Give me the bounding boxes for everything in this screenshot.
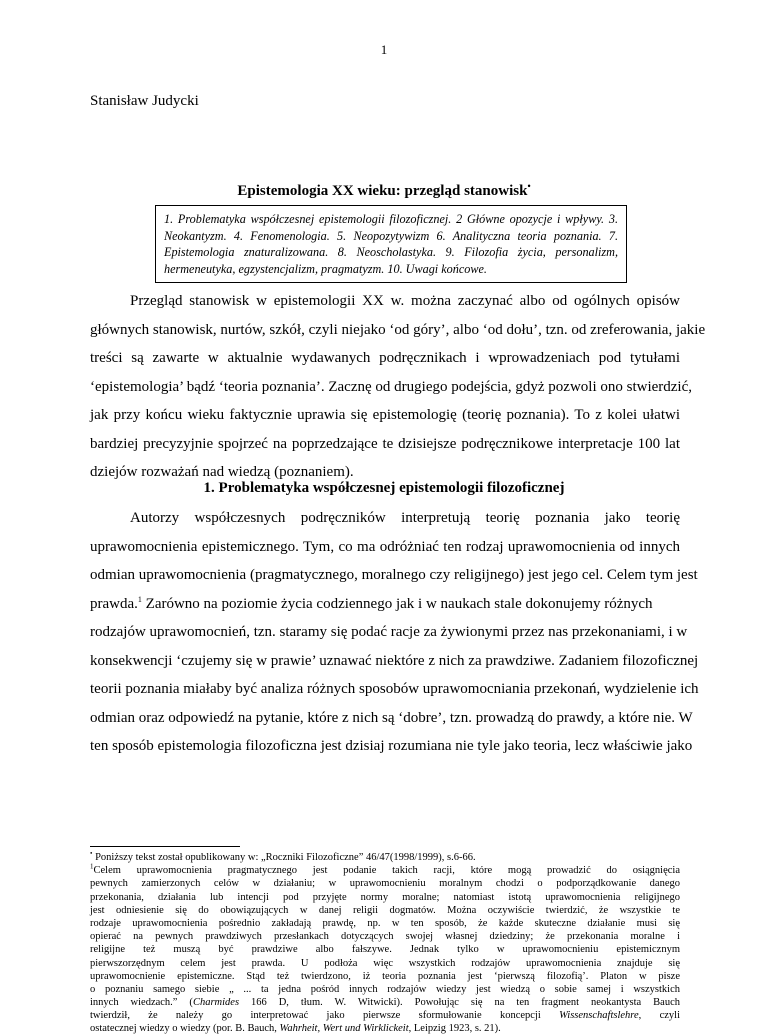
fn-text: twierdził, że należy go interpretować jako pierwsze sformułowanie koncepcji xyxy=(90,1010,560,1022)
footnote-1-line xyxy=(90,864,680,877)
section-1-paragraph xyxy=(90,504,699,761)
footnote-1-line xyxy=(90,996,680,1009)
document-title xyxy=(0,181,768,200)
section-line: rodzajów uprawomocnień, tzn. staramy się podać racje za żywionymi przez nas przekonaniami, i w xyxy=(90,624,688,640)
toc-line: 1. Problematyka współczesnej epistemologii filozoficznej. 2 Główne opozycje i xyxy=(164,212,561,226)
fn-text: innych wiedzach.” ( xyxy=(90,997,193,1009)
toc-line: Uwagi końcowe. xyxy=(405,261,487,276)
toc-line: teoria poznania. 7. Epistemologia znaturalizowana. 8. Neoscholastyka. 9. xyxy=(164,228,618,259)
section-line-prawda: prawda. xyxy=(90,595,138,612)
title-footnote-mark: • xyxy=(527,181,531,191)
footnote-0-text: Poniższy tekst został opublikowany w: „Roczniki Filozoficzne” 46/47(1998/1999), s.6-66. xyxy=(95,852,476,863)
footnote-1-line: opierać na pewnych prawdziwych przesłankach dotyczących swojej własnej dziedziny; że przekonania moralne i xyxy=(90,931,680,943)
footnote-1-line: rodzaje uprawomocnienia pośrednio zakładają prawdę, np. w ten sposób, że każde skuteczne działanie musi się xyxy=(90,917,680,929)
section-line-continuation: Zarówno na poziomie życia codziennego jak i w naukach stale dokonujemy różnych xyxy=(145,595,653,612)
intro-line: ‘epistemologia’ bądź ‘teoria poznania’. Zacznę od drugiego podejścia, gdyż pozwoli ono stwierdzić, xyxy=(90,378,692,395)
section-line: Autorzy współczesnych podręczników interpretują teorię poznania jako teorię xyxy=(130,510,680,526)
section-line: ten sposób epistemologia filozoficzna jest dzisiaj rozumiana nie tyle jako teoria, lecz właściwie jako xyxy=(90,738,693,754)
toc-line: Filozofia życia, personalizm, hermeneutyka, egzystencjalizm, pragmatyzm. 10. xyxy=(164,245,618,276)
fn-italic-title: Charmides xyxy=(192,997,240,1009)
footnote-1-line xyxy=(90,1009,680,1022)
table-of-contents-box xyxy=(155,205,627,283)
section-line: konsekwencji ‘czujemy się w prawie’ uznawać niektóre z nich za prawdziwe. Zadaniem filozoficznej xyxy=(90,652,699,669)
fn-text: ostatecznej wiedzy o wiedzy (por. B. Bauch, xyxy=(90,1023,280,1035)
footnote-1-line: o poznaniu samego siebie „ ... ta jedna pośród innych rodzajów wiedzy jest wiedzą o sobie samej i wszystkich xyxy=(90,983,680,995)
footnote-0 xyxy=(90,851,680,864)
footnote-0-mark: • xyxy=(90,849,93,858)
fn-italic-title: Wissenschaftslehre xyxy=(559,1010,639,1022)
intro-line: bardziej precyzyjnie spojrzeć na poprzedzające te dzisiejsze podręcznikowe interpretacje 100 lat xyxy=(90,435,680,452)
footnote-1-line: pewnych zamierzonych celów w działaniu; w uprawomocnieniu moralnym chodzi o podporządkowanie danego xyxy=(90,878,680,890)
section-line: odmian oraz odpowiedź na pytanie, które z nich są ‘dobre’, tzn. prowadzą do prawdy, a które nie. W xyxy=(90,709,693,726)
footnotes xyxy=(90,851,680,1036)
footnote-1-line: pierwszorzędnym celem jest prawda. U podłoża więc wszystkich rodzajów uprawomocnienia znajduje się xyxy=(90,957,680,969)
section-line: uprawomocnienia epistemicznego. Tym, co ma odróżniać ten rodzaj uprawomocnienia od innych xyxy=(90,538,680,555)
footnote-1-text: Celem uprawomocnienia pragmatycznego jest podanie takich racji, które mogą prowadzić do osiągnięcia xyxy=(93,865,680,877)
section-heading: 1. Problematyka współczesnej epistemologii filozoficznej xyxy=(203,480,565,496)
footnote-separator xyxy=(90,846,240,847)
footnote-1-line: religijne też muszą być prawdziwe albo fałszywe. Jednak tylko w uprawomocnieniu epistemicznym xyxy=(90,944,680,956)
footnote-ref-1[interactable]: 1 xyxy=(137,594,142,604)
footnote-1-line: przekonania, działania lub intencji pod przyjęte normy moralne; natomiast istotą uprawomocnienia religijnego xyxy=(90,891,680,903)
section-line: odmian uprawomocnienia (pragmatycznego, moralnego czy religijnego) jest jego cel. Celem tym jest xyxy=(90,567,698,583)
page-number: 1 xyxy=(380,42,388,57)
section-line: teorii poznania miałaby być analiza różnych sposobów uprawomocniania przekonań, wydzielenie ich xyxy=(90,681,699,697)
intro-line: głównych stanowisk, nurtów, szkół, czyli niejako ‘od góry’, albo ‘od dołu’, tzn. od zreferowania, jakie xyxy=(90,321,706,338)
title-text: Epistemologia XX wieku: przegląd stanowisk xyxy=(237,183,528,199)
toc-line: wpływy. 3. Neokantyzm. 4. Fenomenologia. 5. Neopozytywizm 6. Analityczna xyxy=(164,212,619,243)
footnote-1-line: uprawomocnienie epistemiczne. Stąd też twierdzono, iż teoria poznania jest ‘pierwszą filozofią’. Platon w pisze xyxy=(90,970,680,982)
footnote-1-line xyxy=(90,1022,680,1035)
fn-italic-title: Wahrheit, Wert und Wirklickeit xyxy=(279,1023,409,1035)
intro-line: treści są zawarte w aktualnie wydawanych podręcznikach i wprowadzeniach pod tytułami xyxy=(90,350,680,366)
fn-text: , czyli xyxy=(638,1010,681,1022)
intro-line: Przegląd stanowisk w epistemologii XX w. można zaczynać albo od ogólnych opisów xyxy=(130,293,680,309)
fn-text: 166 D, tłum. W. Witwicki). Powołując się na ten fragment neokantysta Bauch xyxy=(239,997,680,1009)
author-name: Stanisław Judycki xyxy=(90,93,199,109)
intro-paragraph xyxy=(90,287,706,487)
section-line xyxy=(90,590,680,619)
fn-text: , Leipzig 1923, s. 21). xyxy=(408,1023,501,1035)
footnote-1-mark: 1 xyxy=(90,862,94,871)
intro-line: jak przy końcu wieku faktycznie uprawia się epistemologię (teorię poznania). To z kolei ułatwi xyxy=(90,407,680,423)
intro-line: dziejów rozważań nad wiedzą (poznaniem). xyxy=(90,464,354,480)
footnote-1-line: jest odniesienie się do obowiązujących w danej religii dogmatów. Można oczywiście twierdzić, że wszystkie te xyxy=(90,904,680,916)
